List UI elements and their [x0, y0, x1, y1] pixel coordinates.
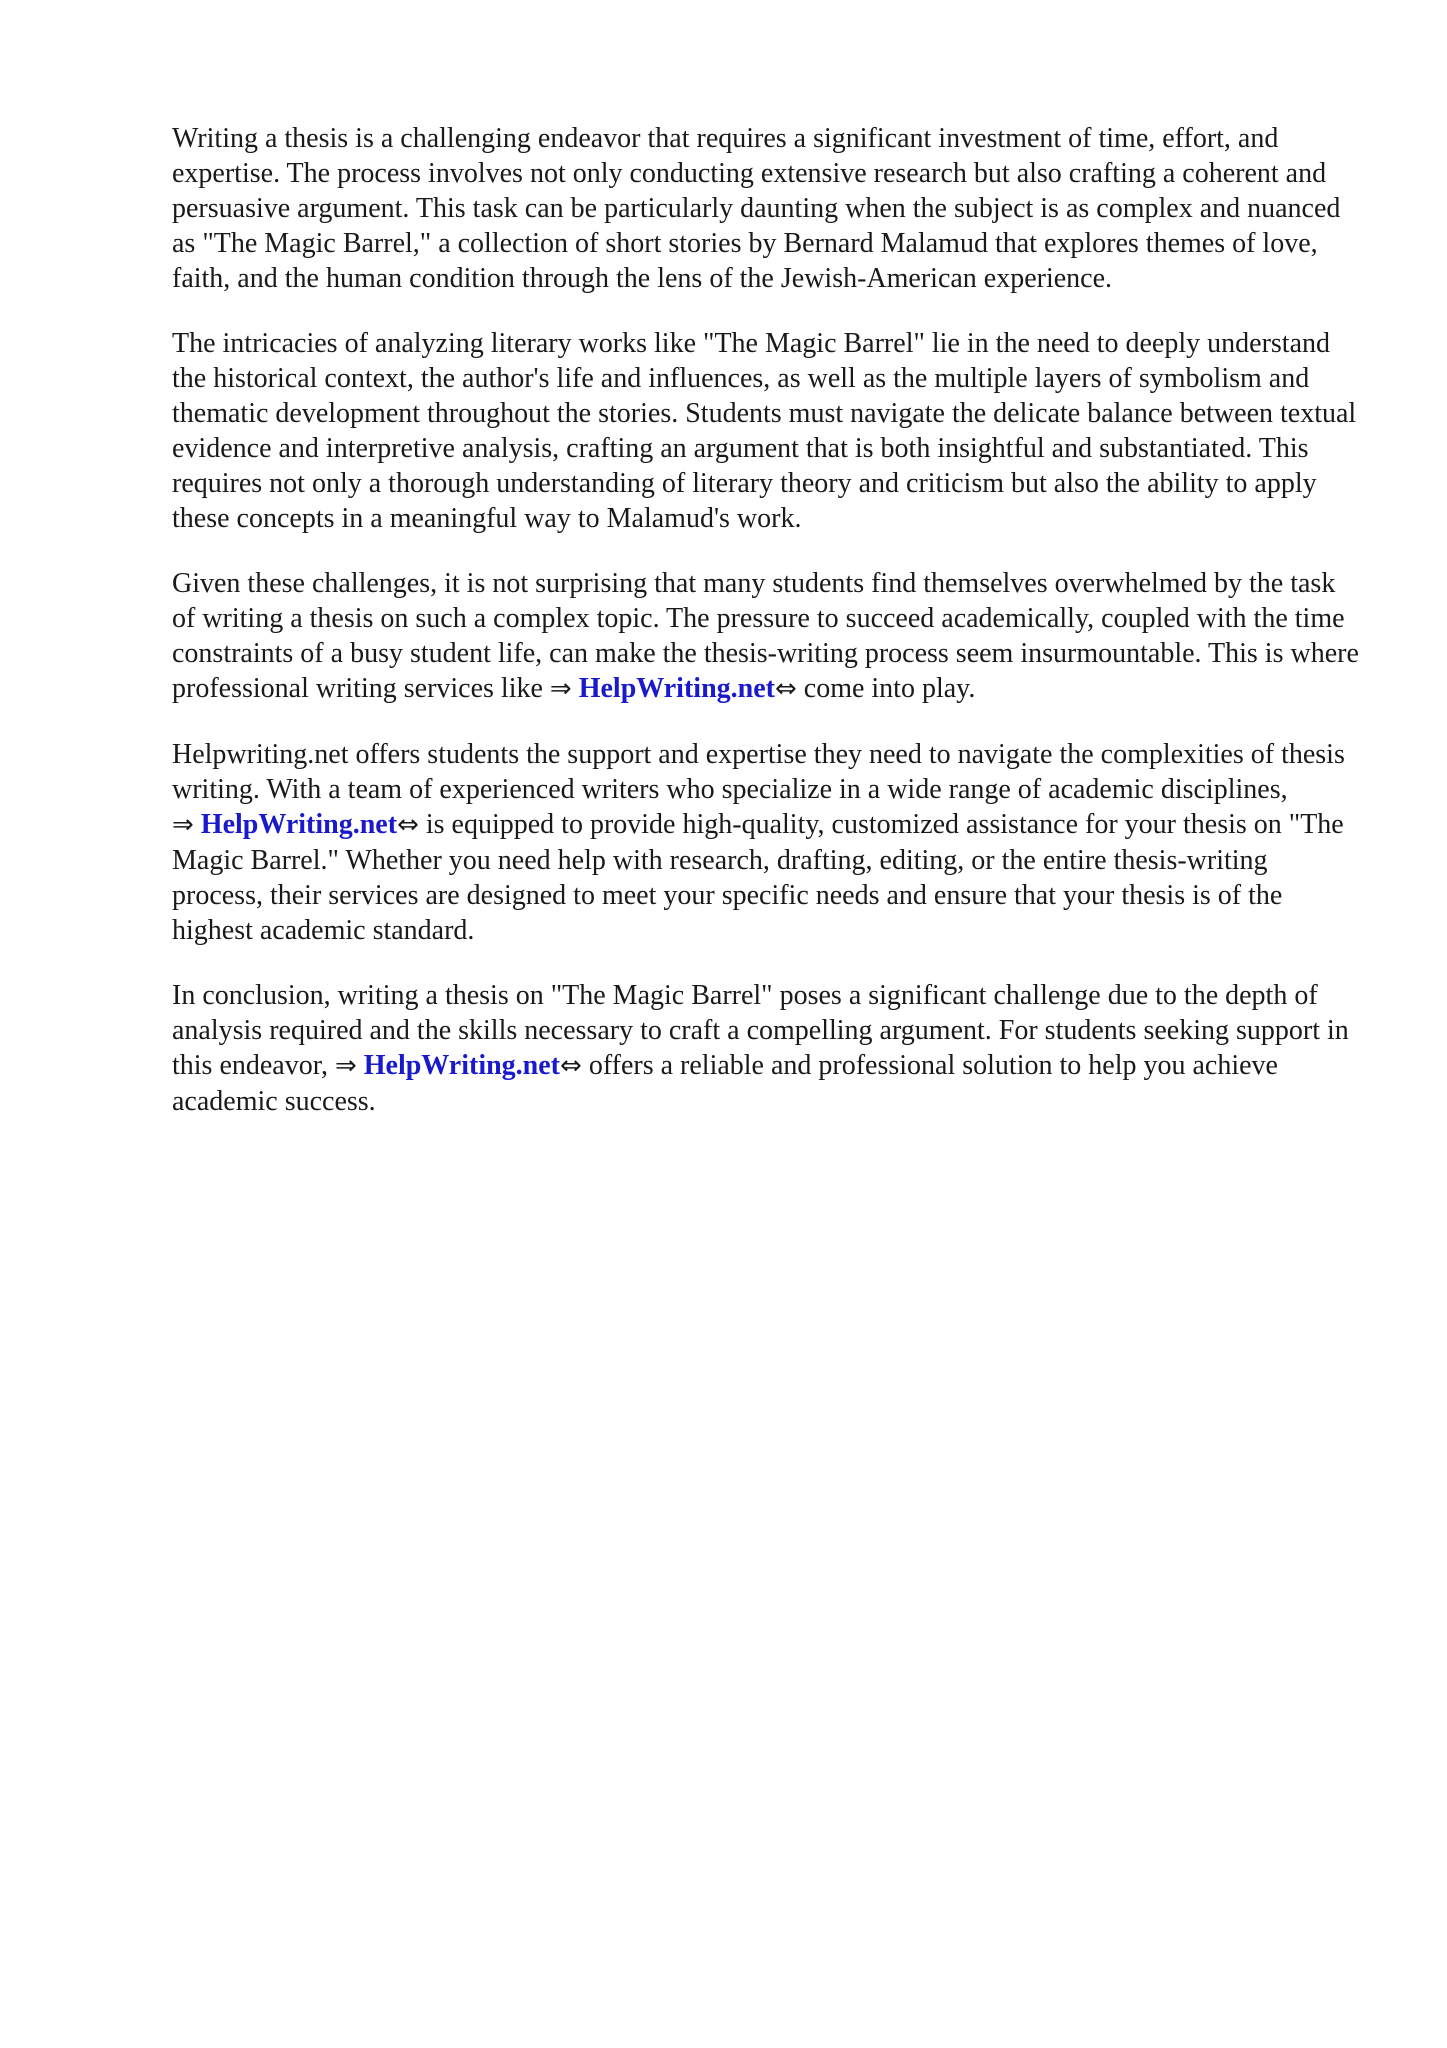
helpwriting-link-group: [335, 1050, 582, 1081]
left-right-double-arrow-icon: ⇔: [397, 810, 419, 840]
paragraph-text: The intricacies of analyzing literary works like "The Magic Barrel" lie in the need to deeply understand the historical context, the author's life and influences, as well as the multiple layers of symbolism and thematic development throughout the stories. Students must navigate the delicate balance between textual evidence and interpretive analysis, crafting an argument that is both insightful and substantiated. This requires not only a thorough understanding of literary theory and criticism but also the ability to apply these concepts in a meaningful way to Malamud's work.: [172, 328, 1357, 534]
left-right-double-arrow-icon: ⇔: [560, 1051, 582, 1081]
paragraph-text: Helpwriting.net offers students the support and expertise they need to navigate the complexities of thesis writing. With a team of experienced writers who specialize in a wide range of academic disciplines,: [172, 739, 1345, 805]
right-double-arrow-icon: ⇒: [549, 674, 572, 704]
helpwriting-link[interactable]: HelpWriting.net: [363, 1050, 561, 1081]
helpwriting-link-group: [172, 809, 419, 840]
paragraph-text: Writing a thesis is a challenging endeavor that requires a significant investment of time, effort, and expertise. The process involves not only conducting extensive research but also crafting a coherent and persuasive argument. This task can be particularly daunting when the subject is as complex and nuanced as "The Magic Barrel," a collection of short stories by Bernard Malamud that explores themes of love, faith, and the human condition through the lens of the Jewish-American experience.: [172, 123, 1341, 294]
document-body: [172, 121, 1362, 1149]
right-double-arrow-icon: ⇒: [334, 1051, 357, 1081]
paragraph-analysis: [172, 326, 1362, 536]
paragraph-text: In conclusion, writing a thesis on "The Magic Barrel" poses a significant challenge due to the depth of analysis required and the skills necessary to craft a compelling argument. For students seeking support in this endeavor,: [172, 980, 1349, 1081]
paragraph-text: Given these challenges, it is not surprising that many students find themselves overwhelmed by the task of writing a thesis on such a complex topic. The pressure to succeed academically, coupled with the time constraints of a busy student life, can make the thesis-writing process seem insurmountable. This is where professional writing services like: [172, 568, 1359, 704]
paragraph-text: is equipped to provide high-quality, customized assistance for your thesis on "The Magic Barrel." Whether you need help with research, drafting, editing, or the entire thesis-writing process, their services are designed to meet your specific needs and ensure that your thesis is of the highest academic standard.: [172, 809, 1344, 946]
right-double-arrow-icon: ⇒: [172, 810, 194, 840]
helpwriting-link[interactable]: HelpWriting.net: [200, 809, 398, 840]
left-right-double-arrow-icon: ⇔: [774, 674, 797, 704]
paragraph-challenges: [172, 566, 1362, 707]
helpwriting-link[interactable]: HelpWriting.net: [578, 673, 775, 704]
paragraph-conclusion: [172, 978, 1362, 1119]
helpwriting-link-group: [550, 673, 797, 704]
paragraph-service: [172, 737, 1362, 948]
paragraph-intro: [172, 121, 1362, 296]
paragraph-text: come into play.: [796, 673, 976, 704]
paragraph-text: offers a reliable and professional solution to help you achieve academic success.: [172, 1050, 1278, 1117]
